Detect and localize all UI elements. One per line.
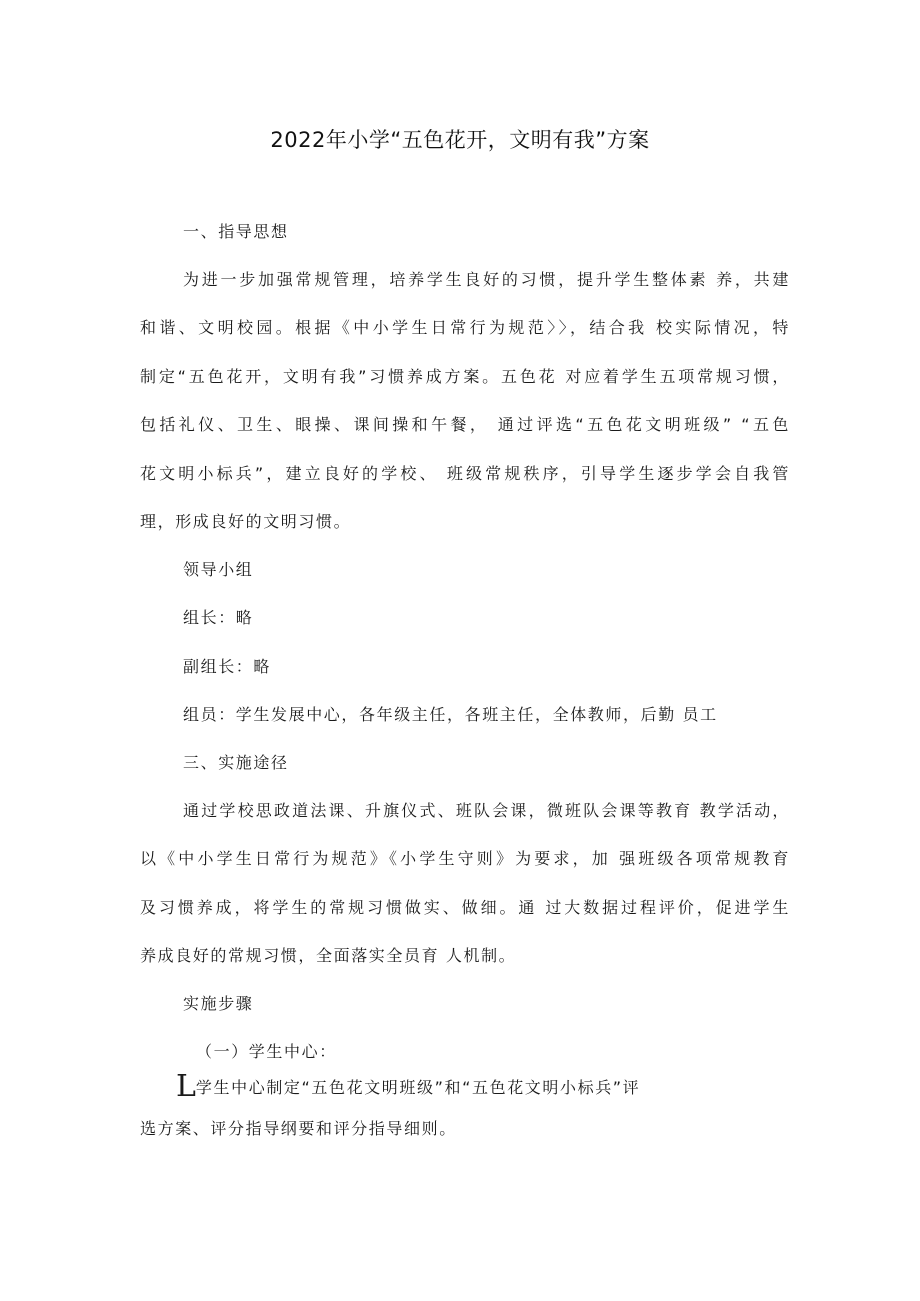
list-item-line [176, 1069, 736, 1104]
list-item-continuation: 选方案、评分指导纲要和评分指导细则。 [140, 1119, 457, 1138]
section-heading-leadership-group: 领导小组 [183, 560, 254, 579]
document-title: 2022年小学“五色花开，文明有我”方案 [270, 128, 650, 152]
section-heading-implementation-steps: 实施步骤 [183, 994, 254, 1013]
list-item-marker: L [176, 1069, 196, 1104]
leader-line: 组长：略 [183, 608, 254, 627]
paragraph-line: 通过学校思政道法课、升旗仪式、班队会课，微班队会课等教育 教学活动， [183, 801, 790, 820]
paragraph-line: 养成良好的常规习惯，全面落实全员育 人机制。 [140, 946, 517, 965]
paragraph-line: 以《中小学生日常行为规范》《小学生守则》为要求，加 强班级各项常规教育 [140, 849, 790, 868]
paragraph-line: 理，形成良好的文明习惯。 [140, 512, 352, 531]
paragraph-line: 制定“五色花开，文明有我”习惯养成方案。五色花 对应着学生五项常规习惯， [140, 367, 790, 386]
sub-heading-student-center: （一）学生中心： [196, 1042, 337, 1061]
list-item-text: 学生中心制定“五色花文明班级”和“五色花文明小标兵”评 [195, 1078, 641, 1097]
section-heading-guiding-ideology: 一、指导思想 [183, 222, 289, 241]
paragraph-line: 为进一步加强常规管理，培养学生良好的习惯，提升学生整体素 养，共建 [183, 270, 790, 289]
members-line: 组员：学生发展中心，各年级主任，各班主任，全体教师，后勤 员工 [183, 705, 718, 724]
vice-leader-line: 副组长：略 [183, 657, 272, 676]
paragraph-line: 花文明小标兵”，建立良好的学校、 班级常规秩序，引导学生逐步学会自我管 [140, 464, 790, 483]
paragraph-line: 和谐、文明校园。根据《中小学生日常行为规范〉〉，结合我 校实际情况，特 [140, 318, 790, 337]
section-heading-implementation-approach: 三、实施途径 [183, 753, 289, 772]
paragraph-line: 包括礼仪、卫生、眼操、课间操和午餐， 通过评选“五色花文明班级” “五色 [140, 415, 790, 434]
paragraph-line: 及习惯养成，将学生的常规习惯做实、做细。通 过大数据过程评价，促进学生 [140, 898, 790, 917]
